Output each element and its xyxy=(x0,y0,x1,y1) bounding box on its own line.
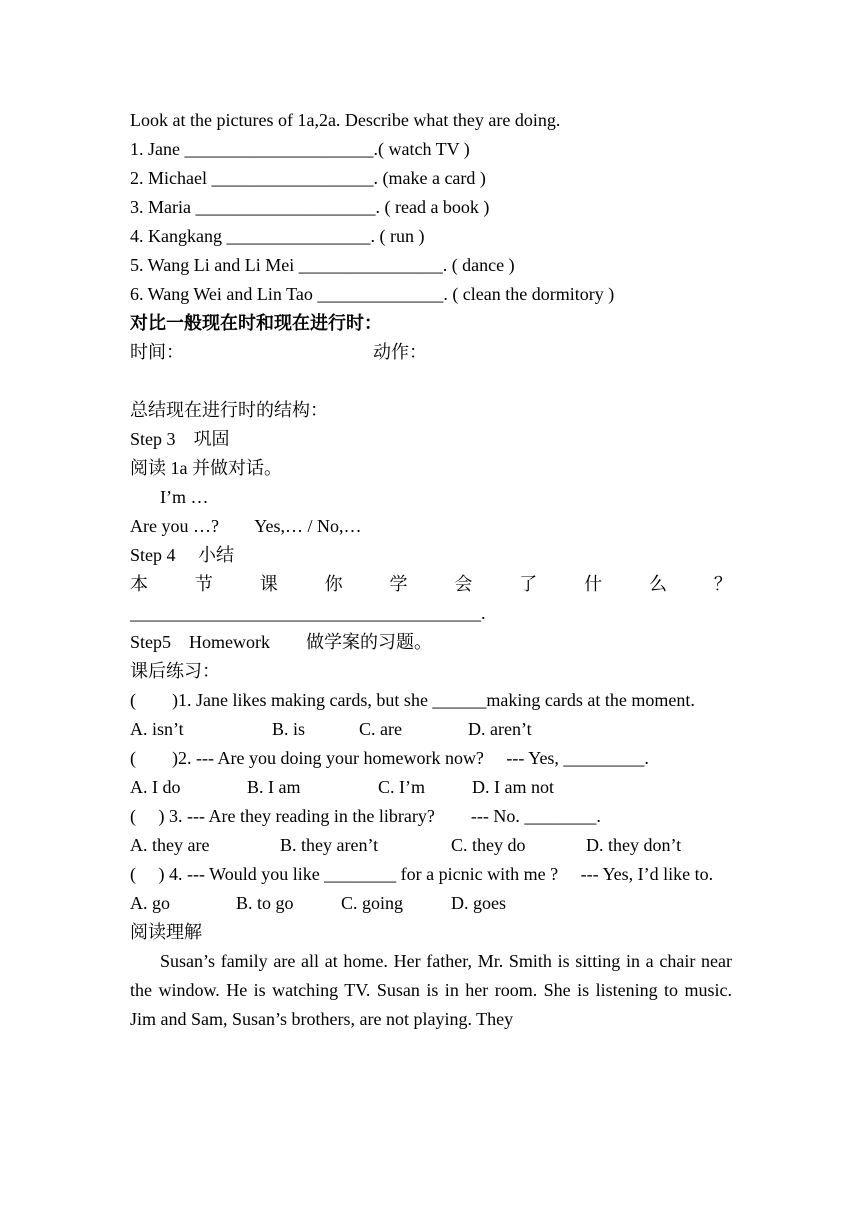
time-label: 时间： xyxy=(130,342,184,362)
q4-option-b: B. to go xyxy=(236,893,294,913)
dialog-line-2: Are you …? Yes,… / No,… xyxy=(130,516,362,536)
q2-option-c: C. I’m xyxy=(378,777,425,797)
q4-option-a: A. go xyxy=(130,893,170,913)
q4-option-d: D. goes xyxy=(451,893,506,913)
q3-option-a: A. they are xyxy=(130,835,210,855)
question-3-options xyxy=(130,831,732,860)
time-action-row xyxy=(130,338,732,367)
step5-heading: Step5 Homework 做学案的习题。 xyxy=(130,632,432,652)
q1-option-c: C. are xyxy=(359,719,402,739)
describe-item-6: 6. Wang Wei and Lin Tao ______________. ( clean the dormitory ) xyxy=(130,284,615,304)
q3-option-c: C. they do xyxy=(451,835,526,855)
question-2-options xyxy=(130,773,732,802)
question-1-options xyxy=(130,715,732,744)
learned-char: 会 xyxy=(454,574,473,594)
step3-heading: Step 3 巩固 xyxy=(130,429,230,449)
describe-item-4: 4. Kangkang ________________. ( run ) xyxy=(130,226,425,246)
learned-char: ？ xyxy=(713,574,732,594)
describe-item-1: 1. Jane _____________________.( watch TV ) xyxy=(130,139,470,159)
learned-char: 本 xyxy=(130,574,148,594)
learned-question xyxy=(130,570,732,599)
intro-instruction: Look at the pictures of 1a,2a. Describe what they are doing. xyxy=(130,110,561,130)
q2-option-a: A. I do xyxy=(130,777,181,797)
q1-option-a: A. isn’t xyxy=(130,719,184,739)
describe-item-5: 5. Wang Li and Li Mei ________________. ( dance ) xyxy=(130,255,515,275)
question-3: ( ) 3. --- Are they reading in the library? --- No. ________. xyxy=(130,806,601,826)
q3-option-d: D. they don’t xyxy=(586,835,682,855)
compare-title: 对比一般现在时和现在进行时： xyxy=(130,313,382,333)
question-4-options xyxy=(130,889,732,918)
after-class-title: 课后练习： xyxy=(130,661,220,681)
question-1: ( )1. Jane likes making cards, but she ______making cards at the moment. xyxy=(130,690,695,710)
q1-option-d: D. aren’t xyxy=(468,719,532,739)
learned-char: 你 xyxy=(324,574,343,594)
question-4: ( ) 4. --- Would you like ________ for a picnic with me ? --- Yes, I’d like to. xyxy=(130,864,714,884)
learned-char: 节 xyxy=(194,574,213,594)
learned-char: 课 xyxy=(259,574,278,594)
learned-char: 了 xyxy=(519,574,538,594)
blank-line xyxy=(130,367,732,396)
action-label: 动作： xyxy=(373,342,427,362)
dialog-line-1: I’m … xyxy=(160,487,209,507)
step4-heading: Step 4 小结 xyxy=(130,545,235,565)
read-task: 阅读 1a 并做对话。 xyxy=(130,458,282,478)
worksheet-content xyxy=(130,106,732,1034)
q4-option-c: C. going xyxy=(341,893,404,913)
summary-structure: 总结现在进行时的结构： xyxy=(130,400,328,420)
learned-char: 么 xyxy=(649,574,667,594)
q1-option-b: B. is xyxy=(272,719,306,739)
learned-char: 什 xyxy=(584,574,603,594)
q2-option-d: D. I am not xyxy=(472,777,554,797)
learned-answer-line: _______________________________________. xyxy=(130,603,486,623)
learned-char: 学 xyxy=(389,574,408,594)
q3-option-b: B. they aren’t xyxy=(280,835,379,855)
describe-item-2: 2. Michael __________________. (make a card ) xyxy=(130,168,486,188)
reading-passage: Susan’s family are all at home. Her father, Mr. Smith is sitting in a chair near the window. He is watching TV. Susan is in her room. She is listening to music. Jim and Sam, Susan’s brothers, are not playing. They xyxy=(130,951,732,1029)
describe-item-3: 3. Maria ____________________. ( read a book ) xyxy=(130,197,490,217)
question-2: ( )2. --- Are you doing your homework now? --- Yes, _________. xyxy=(130,748,649,768)
reading-title: 阅读理解 xyxy=(130,922,202,942)
q2-option-b: B. I am xyxy=(247,777,301,797)
